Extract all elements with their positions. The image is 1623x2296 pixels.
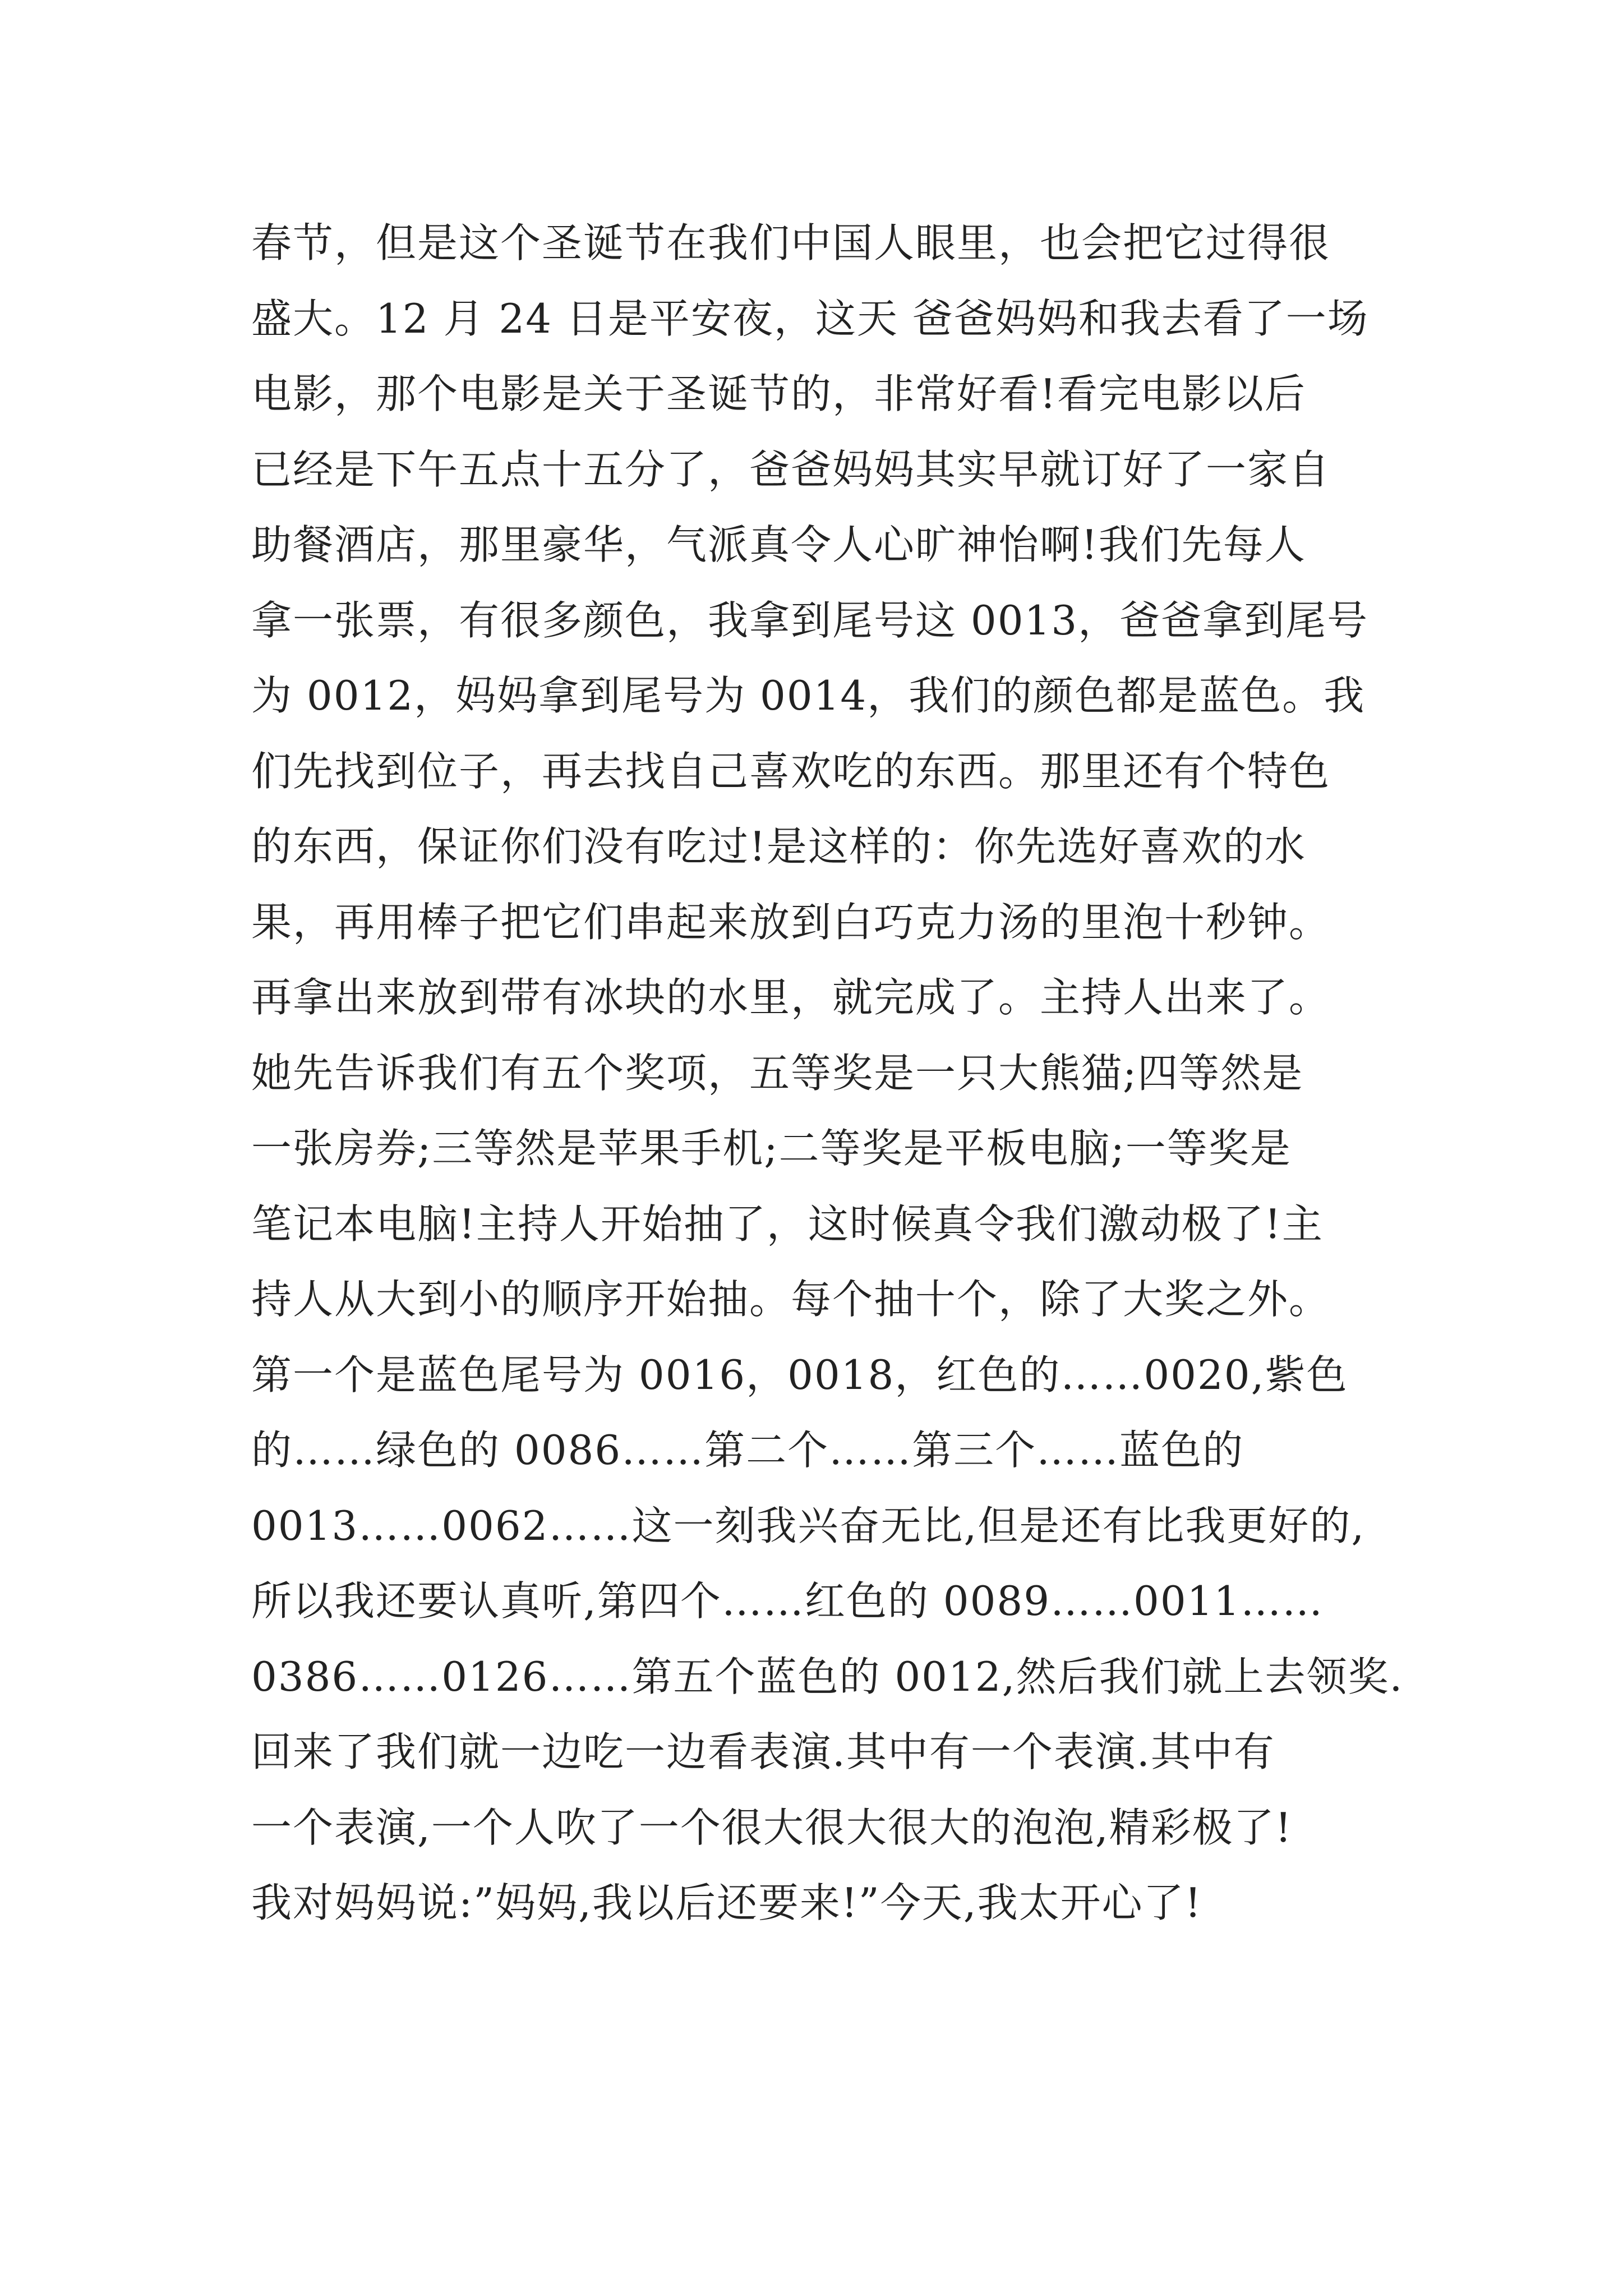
text-line: 回来了我们就一边吃一边看表演.其中有一个表演.其中有: [251, 1728, 1275, 1775]
text-line: 持人从大到小的顺序开始抽。每个抽十个，除了大奖之外。: [251, 1276, 1331, 1323]
text-line: 果，再用棒子把它们串起来放到白巧克力汤的里泡十秒钟。: [251, 898, 1331, 946]
text-line: 为 0012，妈妈拿到尾号为 0014，我们的颜色都是蓝色。我: [251, 672, 1366, 719]
text-line: 的……绿色的 0086……第二个……第三个……蓝色的: [251, 1427, 1244, 1474]
text-line: 已经是下午五点十五分了，爸爸妈妈其实早就订好了一家自: [251, 445, 1331, 493]
text-line: 一张房券;三等然是苹果手机;二等奖是平板电脑;一等奖是: [251, 1125, 1292, 1172]
text-line: 们先找到位子，再去找自己喜欢吃的东西。那里还有个特色: [251, 747, 1331, 795]
text-line: 她先告诉我们有五个奖项，五等奖是一只大熊猫;四等然是: [251, 1049, 1304, 1097]
text-line: 所以我还要认真听,第四个……红色的 0089……0011……: [251, 1577, 1324, 1625]
text-line: 的东西，保证你们没有吃过!是这样的：你先选好喜欢的水: [251, 823, 1306, 870]
text-line: 再拿出来放到带有冰块的水里，就完成了。主持人出来了。: [251, 974, 1331, 1021]
text-line: 0013……0062……这一刻我兴奋无比,但是还有比我更好的,: [251, 1502, 1366, 1549]
text-line: 我对妈妈说:”妈妈,我以后还要来!”今天,我太开心了!: [251, 1879, 1202, 1926]
text-line: 0386……0126……第五个蓝色的 0012,然后我们就上去领奖.: [251, 1653, 1404, 1700]
text-line: 盛大。12 月 24 日是平安夜，这天 爸爸妈妈和我去看了一场: [251, 295, 1369, 342]
text-line: 第一个是蓝色尾号为 0016，0018，红色的……0020,紫色: [251, 1351, 1348, 1398]
body-text: [251, 205, 1404, 1941]
text-line: 电影，那个电影是关于圣诞节的，非常好看!看完电影以后: [251, 370, 1306, 417]
text-line: 助餐酒店，那里豪华，气派真令人心旷神怡啊!我们先每人: [251, 521, 1306, 568]
text-line: 一个表演,一个人吹了一个很大很大很大的泡泡,精彩极了!: [251, 1803, 1293, 1851]
text-line: 春节，但是这个圣诞节在我们中国人眼里，也会把它过得很: [251, 219, 1331, 266]
text-line: 拿一张票，有很多颜色，我拿到尾号这 0013，爸爸拿到尾号: [251, 596, 1369, 644]
text-line: 笔记本电脑!主持人开始抽了，这时候真令我们激动极了!主: [251, 1200, 1324, 1248]
